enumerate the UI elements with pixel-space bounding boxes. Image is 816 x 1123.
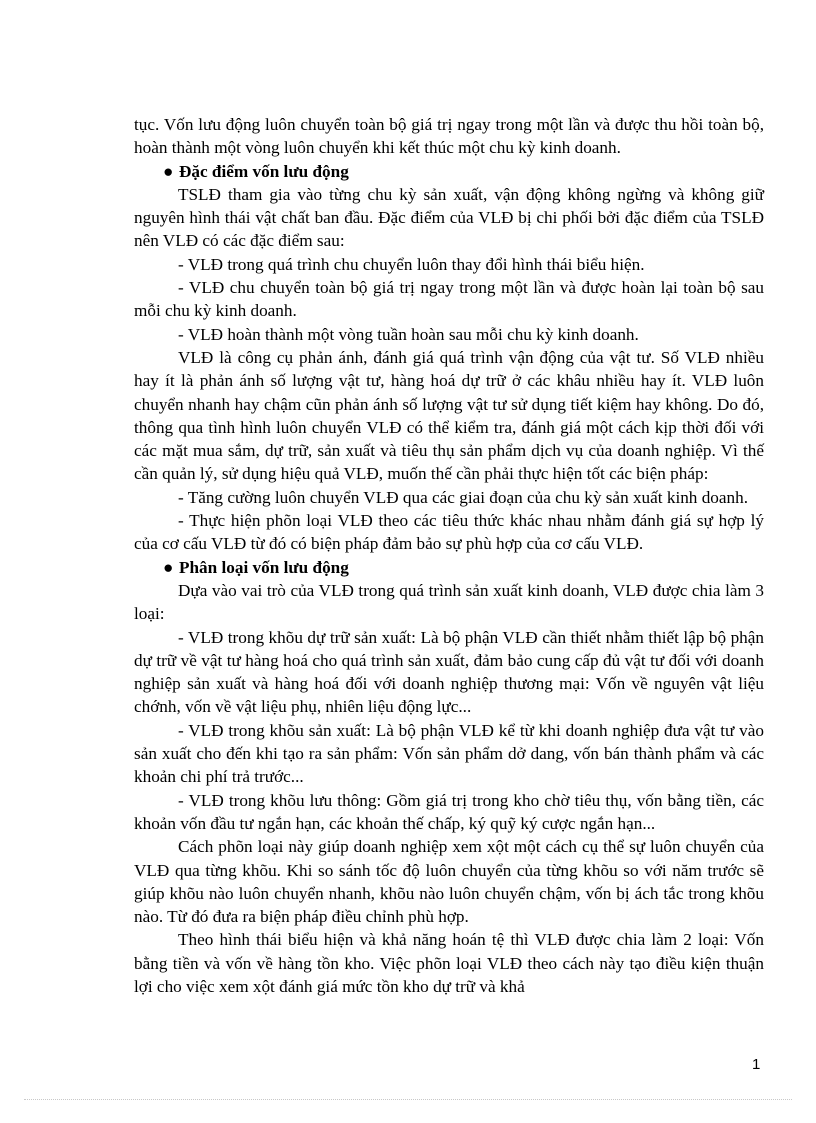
paragraph: Dựa vào vai trò của VLĐ trong quá trình sản xuất kinh doanh, VLĐ được chia làm 3 loại: [134, 580, 764, 624]
paragraph: - VLĐ chu chuyển toàn bộ giá trị ngay trong một lần và được hoàn lại toàn bộ sau mỗi chu kỳ kinh doanh. [134, 278, 764, 321]
page-number: 1 [752, 1056, 761, 1073]
paragraph: - VLĐ hoàn thành một vòng tuần hoàn sau mỗi chu kỳ kinh doanh. [178, 324, 639, 344]
section-heading [134, 160, 764, 183]
paragraph: - VLĐ trong khõu sản xuất: Là bộ phận VLĐ kể từ khi doanh nghiệp đưa vật tư vào sản xuất cho đến khi tạo ra sản phẩm: Vốn sản phẩm dở dang, vốn bán thành phẩm và các khoản chi phí trả trước... [134, 720, 764, 787]
paragraph: TSLĐ tham gia vào từng chu kỳ sản xuất, vận động không ngừng và không giữ nguyên hình thái vật chất ban đầu. Đặc điểm của VLĐ bị chi phối bởi đặc điểm của TSLĐ nên VLĐ có các đặc điểm sau: [134, 184, 764, 251]
document-body [134, 113, 764, 998]
paragraph: Cách phõn loại này giúp doanh nghiệp xem xột một cách cụ thể sự luôn chuyển của VLĐ qua từng khõu. Khi so sánh tốc độ luôn chuyển của từng khõu so với năm trước sẽ giúp khõu nào luôn chuyển nhanh, khõu nào luôn chuyển chậm, vốn bị ách tắc trong khõu nào. Từ đó đưa ra biện pháp điều chỉnh phù hợp. [134, 837, 764, 927]
paragraph: - VLĐ trong quá trình chu chuyển luôn thay đổi hình thái biểu hiện. [178, 254, 645, 274]
paragraph: Theo hình thái biểu hiện và khả năng hoán tệ thì VLĐ được chia làm 2 loại: Vốn bằng tiền và vốn về hàng tồn kho. Việc phõn loại VLĐ theo cách này tạo điều kiện thuận lợi cho việc xem xột đánh giá mức tồn kho dự trữ và khả [134, 930, 764, 996]
bullet-icon: ● [163, 557, 174, 577]
section-heading-text: Phân loại vốn lưu động [179, 557, 349, 577]
paragraph: tục. Vốn lưu động luôn chuyển toàn bộ giá trị ngay trong một lần và được thu hồi toàn bộ, hoàn thành một vòng luôn chuyển khi kết thúc một chu kỳ kinh doanh. [134, 115, 764, 158]
section-heading [134, 556, 764, 579]
paragraph: - VLĐ trong khõu dự trữ sản xuất: Là bộ phận VLĐ cần thiết nhằm thiết lập bộ phận dự trữ về vật tư hàng hoá cho quá trình sản xuất, đảm bảo cung cấp đủ vật tư đối với doanh nghiệp sản xuất và hàng hoá đối với doanh nghiệp thương mại: Vốn về nguyên vật liệu chớnh, vốn về vật liệu phụ, nhiên liệu động lực... [134, 627, 764, 717]
paragraph: - Tăng cường luôn chuyển VLĐ qua các giai đoạn của chu kỳ sản xuất kinh doanh. [178, 487, 748, 507]
section-heading-text: Đặc điểm vốn lưu động [179, 161, 349, 181]
footer-divider [24, 1099, 792, 1100]
paragraph: VLĐ là công cụ phản ánh, đánh giá quá trình vận động của vật tư. Số VLĐ nhiều hay ít là phản ánh số lượng vật tư, hàng hoá dự trữ ở các khâu nhiều hay ít. VLĐ luôn chuyển nhanh hay chậm cũn phản ánh số lượng vật tư sử dụng tiết kiệm hay không. Do đó, thông qua tình hình luôn chuyển VLĐ có thể kiểm tra, đánh giá một cách kịp thời đối với các mặt mua sắm, dự trữ, sản xuất và tiêu thụ sản phẩm dịch vụ của doanh nghiệp. Vì thế cần quản lý, sử dụng hiệu quả VLĐ, muốn thế cần phải thực hiện tốt các biện pháp: [134, 347, 764, 484]
paragraph: - Thực hiện phõn loại VLĐ theo các tiêu thức khác nhau nhằm đánh giá sự hợp lý của cơ cấu VLĐ từ đó có biện pháp đảm bảo sự phù hợp của cơ cấu VLĐ. [134, 511, 764, 554]
paragraph: - VLĐ trong khõu lưu thông: Gồm giá trị trong kho chờ tiêu thụ, vốn bằng tiền, các khoản vốn đầu tư ngắn hạn, các khoản thế chấp, ký quỹ ký cược ngắn hạn... [134, 790, 764, 833]
bullet-icon: ● [163, 161, 174, 181]
